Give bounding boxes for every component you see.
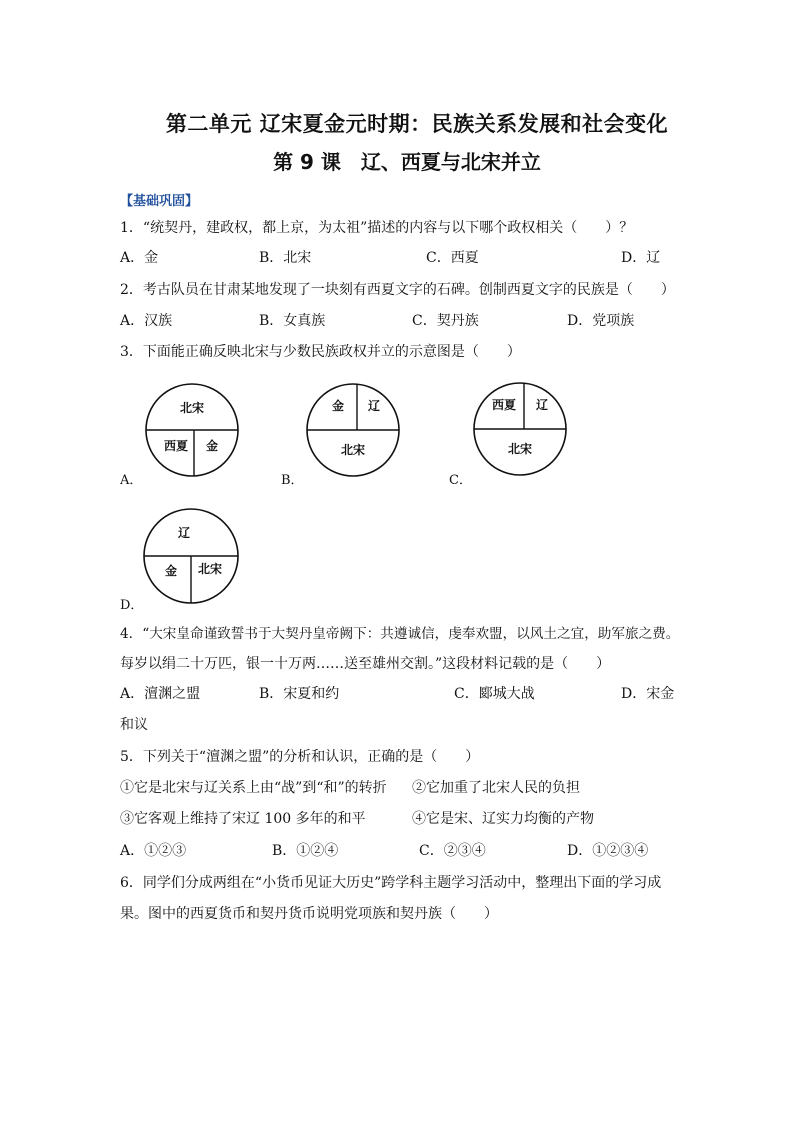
diagram-a — [144, 382, 240, 482]
question-2-option-c: C．契丹族 — [412, 313, 479, 329]
diagram-d-bottom-right-label: 北宋 — [197, 562, 223, 576]
diagram-c-label: C． — [449, 473, 472, 488]
unit-title: 第二单元 辽宋夏金元时期：民族关系发展和社会变化 — [165, 112, 669, 136]
question-1-stem: 1．“统契丹，建政权，都上京，为太祖”描述的内容与以下哪个政权相关（ ）？ — [120, 220, 634, 236]
diagram-a-label: A． — [120, 473, 143, 488]
diagram-d-top-label: 辽 — [177, 526, 191, 540]
question-6-stem-line-2: 果。图中的西夏货币和契丹货币说明党项族和契丹族（ ） — [120, 906, 498, 922]
question-4-option-a: A．澶渊之盟 — [120, 686, 201, 702]
question-4-option-d-continued: 和议 — [120, 717, 148, 733]
diagram-d-bottom-left-label: 金 — [164, 564, 178, 578]
question-1-option-c: C．西夏 — [426, 250, 479, 266]
question-4-option-c: C．郾城大战 — [454, 686, 535, 702]
diagram-d-label: D． — [120, 598, 144, 613]
question-1-option-b: B．北宋 — [259, 250, 312, 266]
diagram-b-top-right-label: 辽 — [367, 399, 381, 413]
question-1-option-d: D．辽 — [621, 250, 661, 266]
question-6-stem-line-1: 6．同学们分成两组在“小货币见证大历史”跨学科主题学习活动中，整理出下面的学习成 — [120, 875, 662, 891]
diagram-b-top-left-label: 金 — [331, 399, 345, 413]
question-5-statement-2: ②它加重了北宋人民的负担 — [412, 780, 580, 796]
question-2-stem: 2．考古队员在甘肃某地发现了一块刻有西夏文字的石碑。创制西夏文字的民族是（ ） — [120, 282, 675, 298]
question-4-option-b: B．宋夏和约 — [259, 686, 340, 702]
question-5-option-a: A．①②③ — [120, 843, 187, 859]
question-4-stem-line-1: 4．“大宋皇命谨致誓书于大契丹皇帝阙下：共遵诚信，虔奉欢盟，以风土之宜，助军旅之费。 — [120, 626, 680, 642]
diagram-a-bottom-right-label: 金 — [205, 439, 219, 453]
question-2-option-a: A．汉族 — [120, 313, 173, 329]
diagram-d — [142, 507, 240, 609]
section-heading: 【基础巩固】 — [120, 194, 199, 209]
question-5-statement-1: ①它是北宋与辽关系上由“战”到“和”的转折 — [120, 780, 387, 796]
question-2-option-d: D．党项族 — [567, 313, 635, 329]
question-5-statement-3: ③它客观上维持了宋辽 100 多年的和平 — [120, 811, 366, 827]
diagram-c-top-left-label: 西夏 — [491, 398, 517, 412]
diagram-b — [305, 382, 401, 482]
diagram-c-top-right-label: 辽 — [535, 398, 549, 412]
question-5-option-c: C．②③④ — [419, 843, 486, 859]
question-5-option-b: B．①②④ — [272, 843, 339, 859]
question-4-option-d: D．宋金 — [621, 686, 675, 702]
question-3-stem: 3．下面能正确反映北宋与少数民族政权并立的示意图是（ ） — [120, 344, 521, 360]
diagram-b-bottom-label: 北宋 — [340, 443, 366, 457]
diagram-c-bottom-label: 北宋 — [507, 442, 533, 456]
lesson-title: 第 9 课 辽、西夏与北宋并立 — [273, 150, 541, 174]
question-5-option-d: D．①②③④ — [567, 843, 649, 859]
diagram-b-label: B． — [281, 473, 304, 488]
diagram-c — [472, 381, 568, 481]
question-5-statement-4: ④它是宋、辽实力均衡的产物 — [412, 811, 594, 827]
diagram-a-bottom-left-label: 西夏 — [163, 439, 189, 453]
question-4-stem-line-2: 每岁以绢二十万匹，银一十万两……送至雄州交割。”这段材料记载的是（ ） — [120, 656, 611, 672]
diagram-a-top-label: 北宋 — [179, 401, 205, 415]
question-5-stem: 5．下列关于“澶渊之盟”的分析和认识，正确的是（ ） — [120, 749, 480, 765]
question-2-option-b: B．女真族 — [259, 313, 326, 329]
question-1-option-a: A．金 — [120, 250, 159, 266]
